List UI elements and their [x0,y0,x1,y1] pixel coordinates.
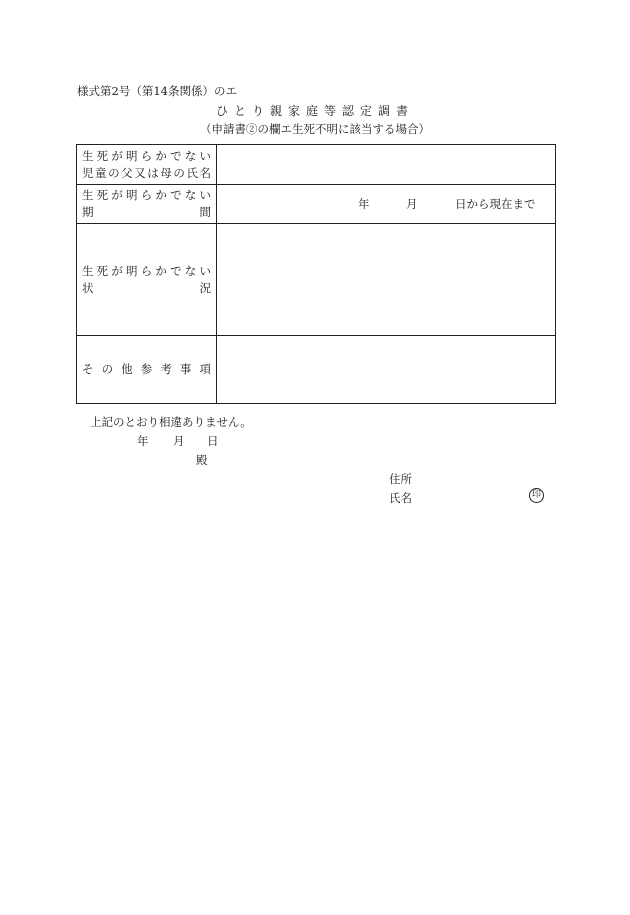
parent-name-field[interactable] [217,145,556,185]
label-period [77,185,217,224]
table-row-other-notes [77,336,556,404]
label-parent-name [77,145,217,185]
period-field[interactable] [217,185,556,224]
label-line: 児童の父又は母の氏名 [82,165,211,180]
label-line: 生死が明らかでない [82,148,211,163]
table-row-period [77,185,556,224]
table-row-situation [77,224,556,336]
period-month-label: 月 [406,197,418,211]
situation-field[interactable] [217,224,556,336]
label-line: 期間 [82,205,211,219]
label-line: その他参考事項 [82,362,211,376]
seal-mark: 印 [529,488,544,503]
table-row-parent-name [77,145,556,185]
label-line: 生死が明らかでない [82,188,211,202]
label-other-notes [77,336,217,404]
date-day-label: 日 [207,434,219,448]
name-label: 氏名 [389,491,412,505]
form-number: 様式第2号（第14条関係）のエ [77,84,237,98]
certification-table [76,144,556,404]
address-label: 住所 [389,472,412,486]
period-day-from-label: 日から現在まで [455,197,536,211]
other-notes-field[interactable] [217,336,556,404]
date-month-label: 月 [173,434,185,448]
document-subtitle: （申請書②の欄エ生死不明に該当する場合） [200,122,430,136]
document-title: ひとり親家庭等認定調書 [215,104,414,118]
addressee-suffix: 殿 [196,453,208,467]
label-situation [77,224,217,336]
label-line: 生死が明らかでない [82,263,211,278]
declaration-text: 上記のとおり相違ありません。 [90,415,252,429]
period-year-label: 年 [358,197,370,211]
date-year-label: 年 [137,434,149,448]
label-line: 状況 [82,280,211,295]
